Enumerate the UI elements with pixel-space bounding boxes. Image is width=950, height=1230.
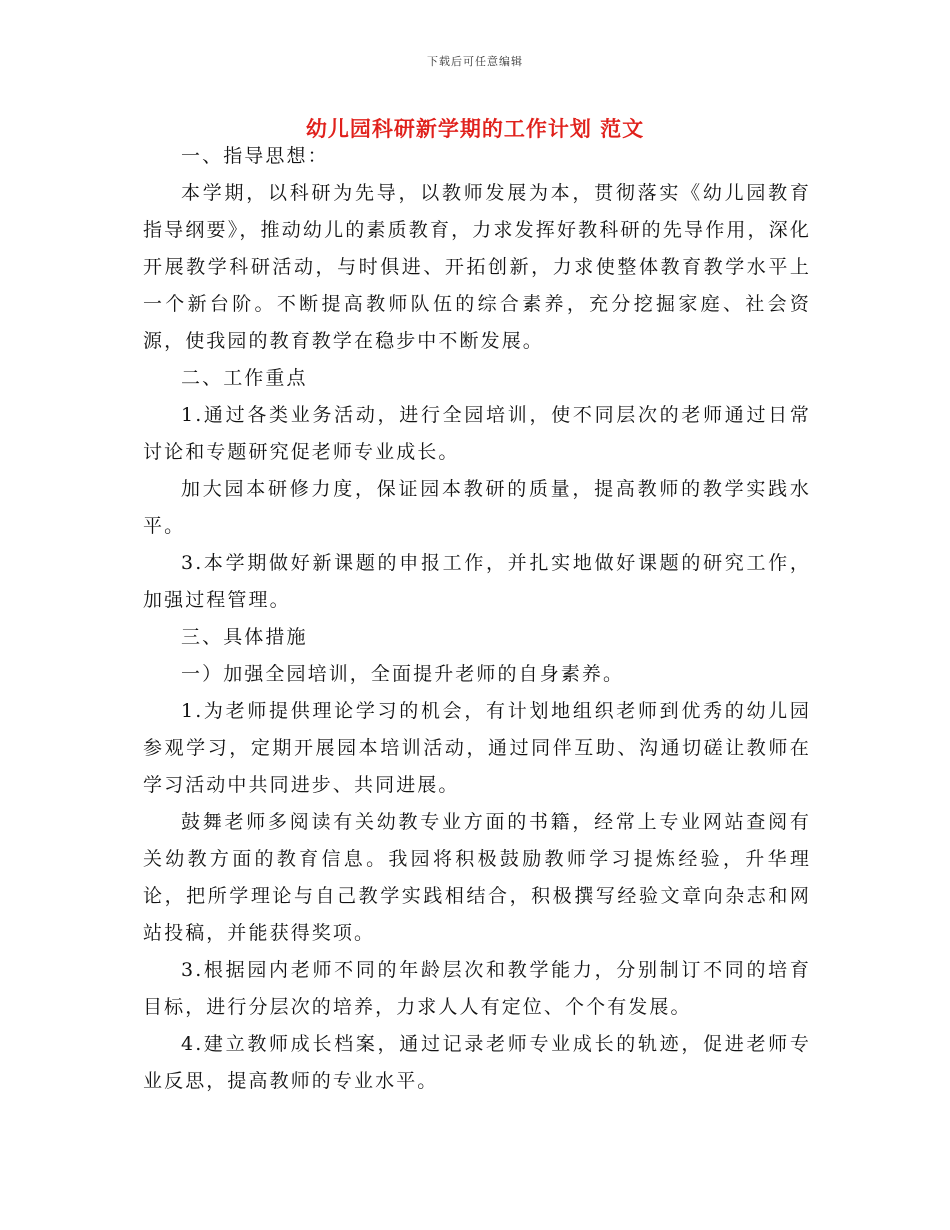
paragraph-measure-1: 1.为老师提供理论学习的机会，有计划地组织老师到优秀的幼儿园参观学习，定期开展园本培训活动，通过同伴互助、沟通切磋让教师在学习活动中共同进步、共同进展。 bbox=[143, 700, 811, 796]
paragraph-focus-1: 1.通过各类业务活动，进行全园培训，使不同层次的老师通过日常讨论和专题研究促老师专业成长。 bbox=[143, 404, 811, 463]
paragraph-measure-3: 3.根据园内老师不同的年龄层次和教学能力，分别制订不同的培育目标，进行分层次的培养，力求人人有定位、个个有发展。 bbox=[143, 959, 811, 1018]
document-body bbox=[143, 138, 811, 1100]
paragraph-focus-2: 加大园本研修力度，保证园本教研的质量，提高教师的教学实践水平。 bbox=[143, 478, 811, 537]
section-heading-measures: 三、具体措施 bbox=[181, 626, 308, 648]
section-heading-work-focus: 二、工作重点 bbox=[181, 367, 308, 389]
paragraph-focus-3: 3.本学期做好新课题的申报工作，并扎实地做好课题的研究工作，加强过程管理。 bbox=[143, 552, 811, 611]
paragraph-measure-4: 4.建立教师成长档案，通过记录老师专业成长的轨迹，促进老师专业反思，提高教师的专业水平。 bbox=[143, 1033, 811, 1092]
document-title: 幼儿园科研新学期的工作计划 范文 bbox=[305, 116, 645, 141]
subsection-heading-training: 一）加强全园培训，全面提升老师的自身素养。 bbox=[181, 663, 625, 685]
section-heading-guiding-ideology: 一、指导思想： bbox=[181, 145, 329, 167]
page-header-note: 下载后可任意编辑 bbox=[427, 55, 523, 68]
paragraph-measure-2: 鼓舞老师多阅读有关幼教专业方面的书籍，经常上专业网站查阅有关幼教方面的教育信息。我园将积极鼓励教师学习提炼经验，升华理论，把所学理论与自己教学实践相结合，积极撰写经验文章向杂志和网站投稿，并能获得奖项。 bbox=[143, 811, 811, 944]
paragraph-guiding-ideology: 本学期，以科研为先导，以教师发展为本，贯彻落实《幼儿园教育指导纲要》，推动幼儿的素质教育，力求发挥好教科研的先导作用，深化开展教学科研活动，与时俱进、开拓创新，力求使整体教育教学水平上一个新台阶。不断提高教师队伍的综合素养，充分挖掘家庭、社会资源，使我园的教育教学在稳步中不断发展。 bbox=[143, 182, 811, 352]
